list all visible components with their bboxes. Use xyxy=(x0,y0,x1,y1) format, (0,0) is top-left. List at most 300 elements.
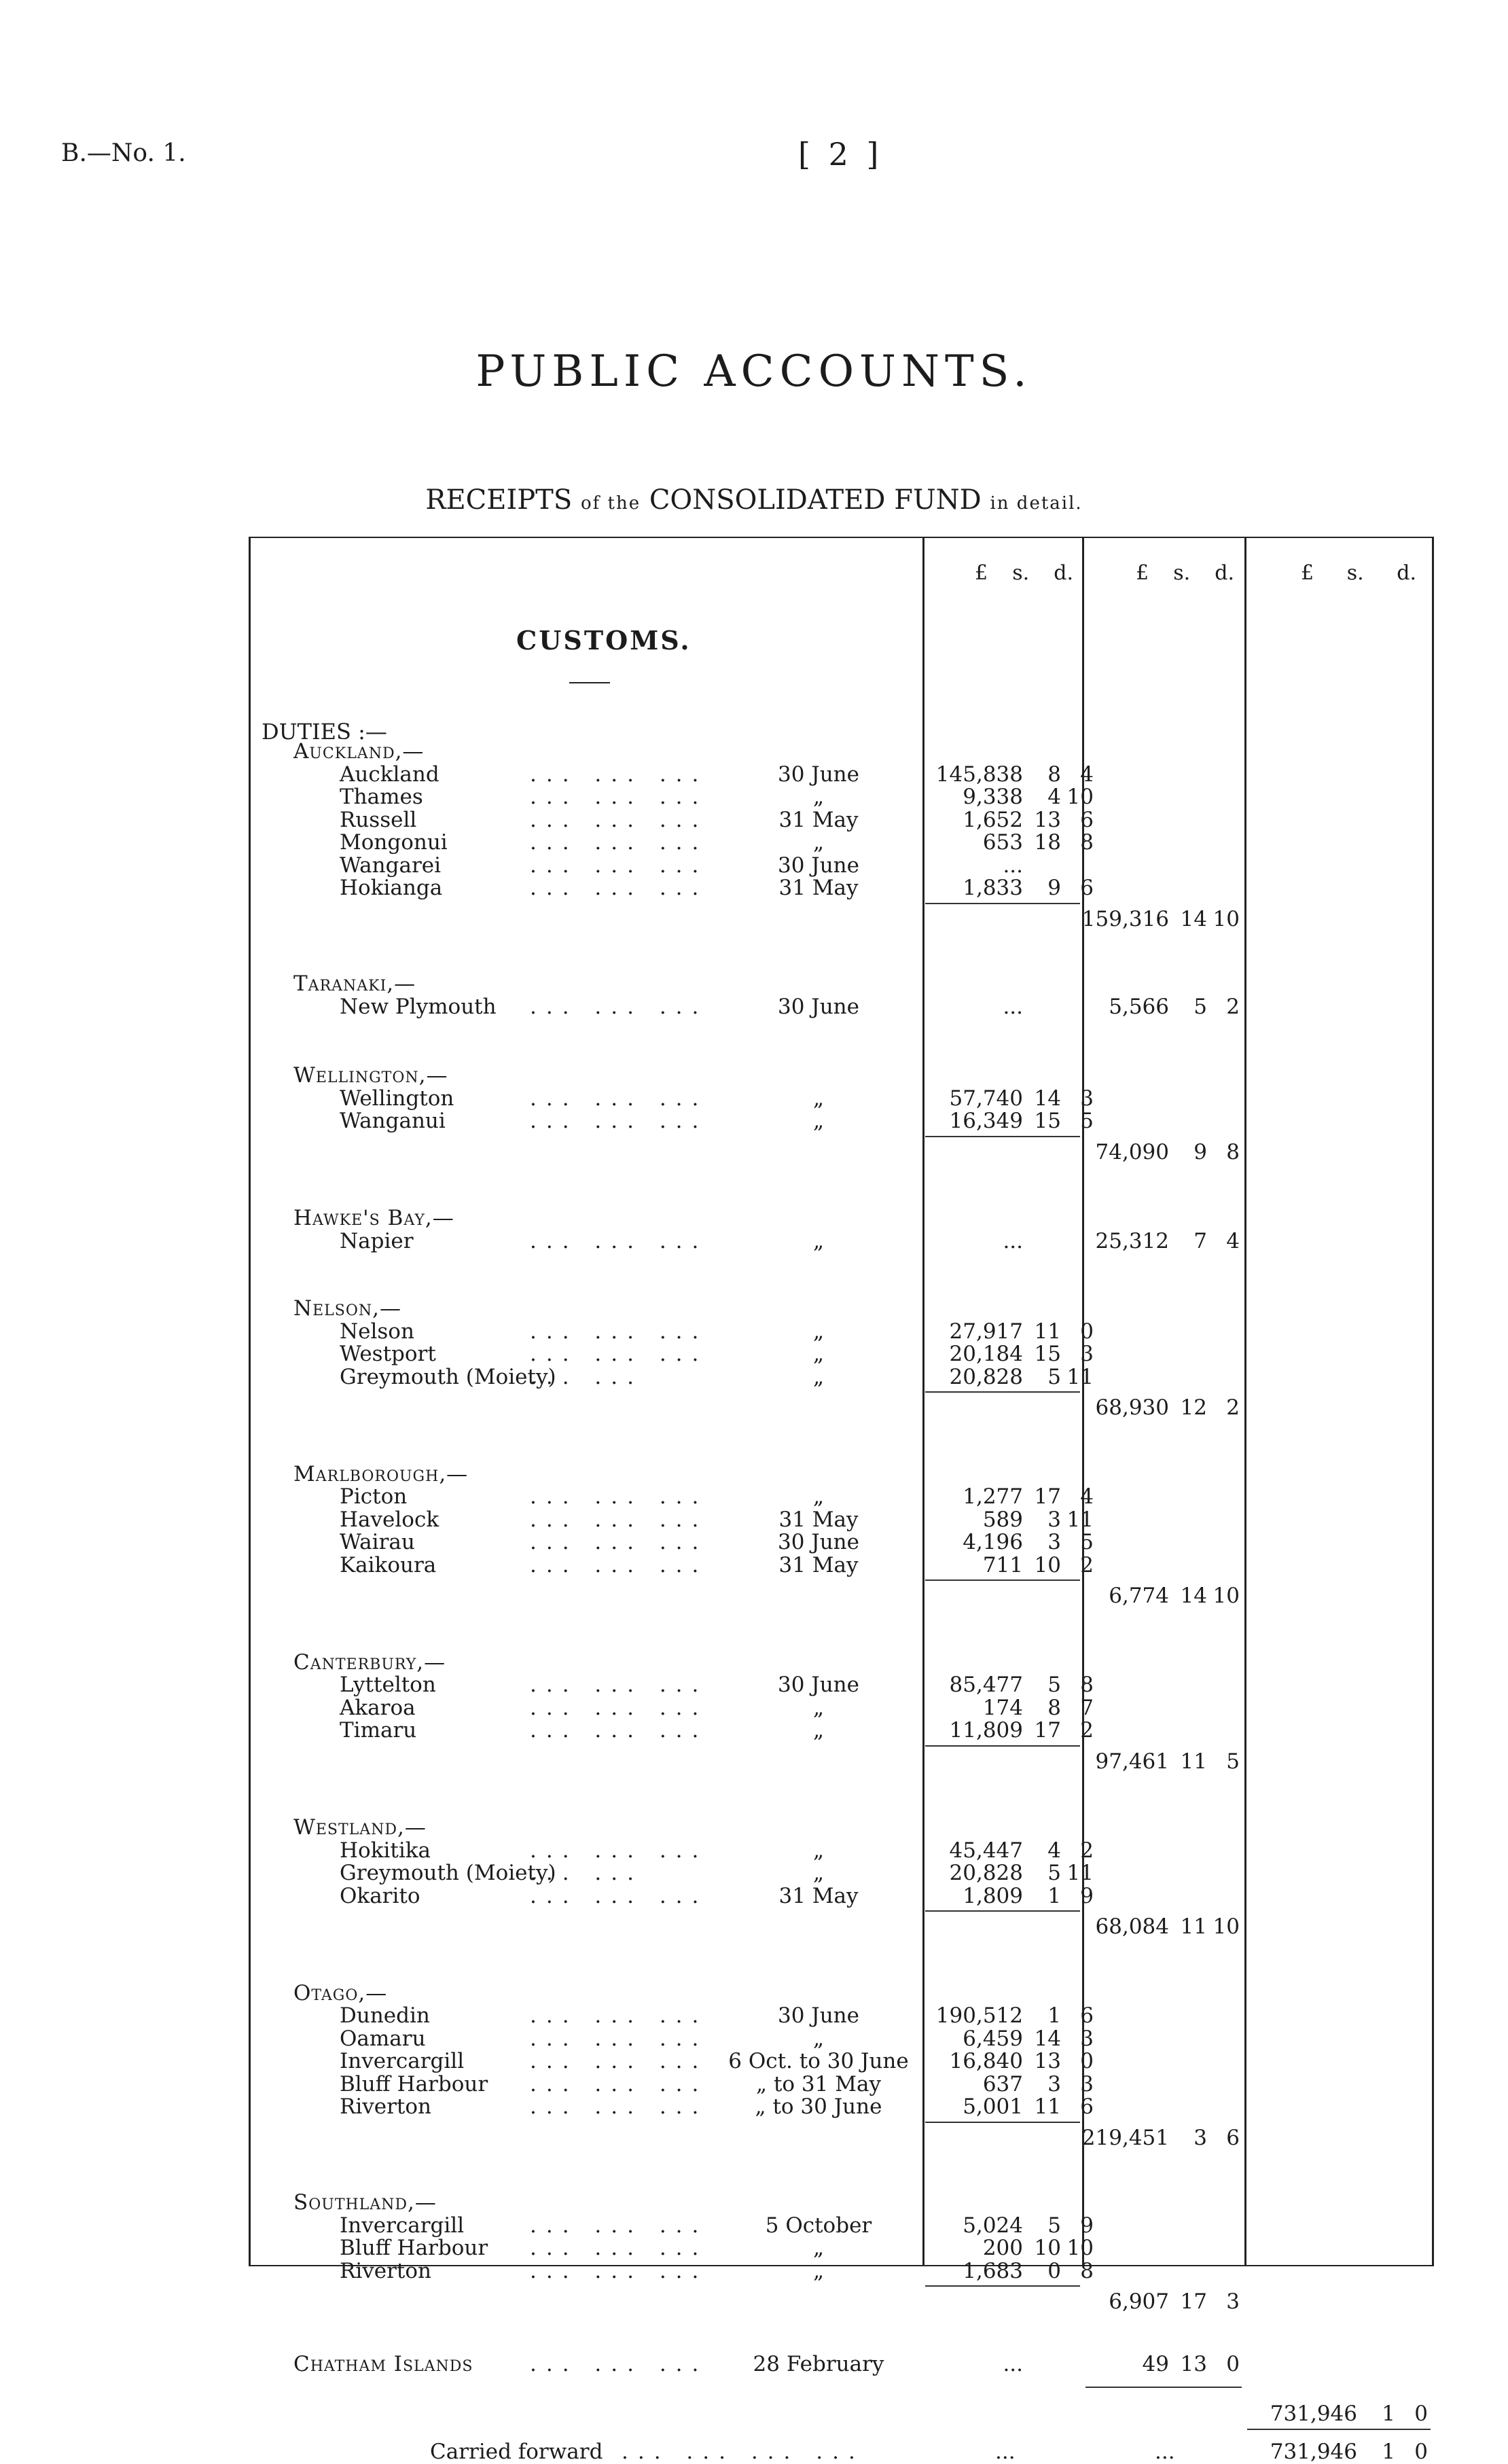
table-row xyxy=(0,1109,1508,1131)
port-amount xyxy=(963,1484,1094,1509)
leader-dots: ... ... ... xyxy=(530,1695,708,1720)
leader-dots: ... ... ... xyxy=(530,1109,708,1133)
amount-pounds: 6,907 xyxy=(1109,2289,1169,2314)
amount-shillings: 4 xyxy=(1047,785,1061,809)
region-name: Chatham Islands xyxy=(293,2351,473,2376)
leader-dots: ... ... ... xyxy=(530,1552,708,1577)
port-name: Greymouth (Moiety) xyxy=(340,1364,556,1389)
amount-shillings: 17 xyxy=(1034,1484,1061,1509)
leader-dots: ... ... ... xyxy=(530,2071,708,2096)
amount-shillings: 11 xyxy=(1034,1319,1061,1344)
period-end-date: 31 May xyxy=(778,1507,859,1532)
subtitle-part-2: of the xyxy=(580,493,641,514)
grand-total-rule xyxy=(1085,2387,1242,2388)
subtotal-rule xyxy=(925,1391,1080,1393)
amount-shillings: 5 xyxy=(1047,2213,1061,2238)
amount-pence: 3 xyxy=(1080,2071,1094,2096)
port-name: Riverton xyxy=(340,2094,432,2119)
table-row xyxy=(0,2003,1508,2026)
port-name: Greymouth (Moiety) xyxy=(340,1861,556,1885)
amount-pounds: ... xyxy=(1003,994,1023,1019)
carried-col1: ... xyxy=(995,2439,1016,2464)
table-row xyxy=(0,1484,1508,1507)
region-heading xyxy=(0,1815,1508,1838)
amount-shillings: 17 xyxy=(1034,1718,1061,1743)
port-amount xyxy=(950,1718,1094,1743)
period-end-date: „ xyxy=(812,1838,825,1863)
amount-pence: 8 xyxy=(1080,1673,1094,1697)
region-heading xyxy=(0,1063,1508,1086)
port-amount xyxy=(950,1673,1094,1697)
leader-dots: ... ... ... xyxy=(530,1507,708,1532)
amount-pence: 9 xyxy=(1080,1883,1094,1908)
amount-pence: 6 xyxy=(1080,876,1094,900)
port-amount xyxy=(983,2236,1094,2260)
amount-shillings: 3 xyxy=(1047,1530,1061,1554)
document-reference: B.—No. 1. xyxy=(61,139,186,167)
period-end-date: „ xyxy=(812,1228,825,1253)
column-3-currency-header xyxy=(1301,561,1416,585)
amount-pence: 5 xyxy=(1080,1530,1094,1554)
section-heading: CUSTOMS. xyxy=(516,625,692,656)
port-name: Akaroa xyxy=(340,1695,416,1720)
port-name: Hokianga xyxy=(340,876,443,900)
province-total xyxy=(1096,1749,1240,1774)
port-name: Nelson xyxy=(340,1319,414,1344)
port-amount xyxy=(983,2072,1094,2096)
carried-rule xyxy=(1247,2429,1431,2430)
amount-pounds: 637 xyxy=(982,2071,1023,2096)
amount-pence: 11 xyxy=(1066,1364,1094,1389)
port-amount xyxy=(963,1530,1094,1554)
port-name: Bluff Harbour xyxy=(340,2236,488,2260)
leader-dots: ... ... ... xyxy=(530,2003,708,2028)
province-subtotal-row xyxy=(0,1140,1508,1162)
leader-dots: ... ... ... xyxy=(530,1530,708,1554)
pence-label: d. xyxy=(1215,561,1234,585)
amount-pence: 6 xyxy=(1226,2125,1240,2150)
region-name: Auckland,— xyxy=(293,739,425,764)
table-row xyxy=(0,1553,1508,1575)
period-end-date: „ xyxy=(812,1319,825,1344)
port-name: Havelock xyxy=(340,1507,439,1532)
amount-pounds: 174 xyxy=(982,1695,1023,1720)
period-end-date: 30 June xyxy=(777,994,859,1019)
province-subtotal-row xyxy=(0,907,1508,929)
period-end-date: „ xyxy=(812,785,825,809)
amount-pence: 0 xyxy=(1226,2351,1240,2376)
amount-pounds: 653 xyxy=(982,830,1023,855)
amount-pounds: 16,840 xyxy=(949,2049,1023,2073)
port-name: Timaru xyxy=(340,1718,417,1743)
province-subtotal-row xyxy=(0,1395,1508,1418)
period-end-date: „ xyxy=(812,1718,825,1743)
amount-pounds: 68,930 xyxy=(1095,1395,1169,1420)
region-heading xyxy=(0,739,1508,762)
port-name: Dunedin xyxy=(340,2003,430,2028)
amount-pounds: 731,946 xyxy=(1270,2401,1357,2426)
amount-shillings: 7 xyxy=(1193,1228,1207,1253)
leader-dots: ... ... ... xyxy=(530,2351,708,2376)
amount-shillings: 11 xyxy=(1180,1914,1207,1939)
pound-label: £ xyxy=(975,561,988,585)
leader-dots: ... ... ... xyxy=(530,1086,708,1111)
period-end-date: 30 June xyxy=(777,2003,859,2028)
region-heading xyxy=(0,1462,1508,1484)
period-end-date: 31 May xyxy=(778,1883,859,1908)
amount-pounds: 1,833 xyxy=(963,876,1023,900)
period-end-date: 31 May xyxy=(778,807,859,832)
amount-shillings xyxy=(1023,995,1061,1019)
port-amount xyxy=(963,2213,1094,2238)
region-heading xyxy=(0,1981,1508,2003)
amount-pounds: 190,512 xyxy=(935,2003,1023,2028)
amount-pounds: 145,838 xyxy=(935,762,1023,787)
period-end-date: „ xyxy=(812,2258,825,2283)
amount-pence xyxy=(1061,1229,1094,1253)
amount-pounds: ... xyxy=(1003,853,1023,878)
table-row xyxy=(0,762,1508,785)
amount-shillings: 10 xyxy=(1034,1552,1061,1577)
table-row xyxy=(0,995,1508,1017)
amount-pence: 8 xyxy=(1080,830,1094,855)
shilling-label: s. xyxy=(1173,561,1191,585)
leader-dots: ... ... ... xyxy=(530,994,708,1019)
table-row xyxy=(0,2259,1508,2281)
amount-shillings: 14 xyxy=(1034,1086,1061,1111)
amount-pence: 9 xyxy=(1080,2213,1094,2238)
period-end-date: 30 June xyxy=(777,853,859,878)
amount-shillings: 15 xyxy=(1034,1342,1061,1366)
table-row xyxy=(0,1696,1508,1718)
period-end-date: 31 May xyxy=(778,876,859,900)
amount-pence: 0 xyxy=(1414,2439,1428,2464)
amount-pounds: 20,828 xyxy=(949,1861,1023,1885)
amount-pounds: 20,828 xyxy=(949,1364,1023,1389)
region-name: Westland,— xyxy=(293,1815,427,1840)
subtotal-rule xyxy=(925,1579,1080,1581)
amount-shillings: 9 xyxy=(1193,1139,1207,1164)
leader-dots: ... ... ... xyxy=(530,853,708,878)
region-name: Wellington,— xyxy=(293,1063,448,1088)
table-row xyxy=(0,2049,1508,2071)
amount-pounds: 45,447 xyxy=(949,1838,1023,1863)
table-row xyxy=(0,2072,1508,2094)
period-end-date: „ xyxy=(812,1364,825,1389)
region-name: Otago,— xyxy=(293,1980,388,2005)
region-heading xyxy=(0,2190,1508,2213)
amount-pence: 10 xyxy=(1066,2236,1094,2260)
amount-pence: 6 xyxy=(1080,2003,1094,2028)
amount-shillings: 8 xyxy=(1047,762,1061,787)
region-heading xyxy=(0,971,1508,994)
amount-pounds: 1,652 xyxy=(963,807,1023,832)
table-row xyxy=(0,1884,1508,1906)
amount-shillings: 5 xyxy=(1047,1364,1061,1389)
amount-pounds: 589 xyxy=(982,1507,1023,1532)
carried-forward-total xyxy=(1270,2440,1428,2464)
subtotal-rule xyxy=(925,1136,1080,1137)
amount-pence: 2 xyxy=(1080,1552,1094,1577)
region-name: Nelson,— xyxy=(293,1296,402,1321)
amount-shillings: 13 xyxy=(1180,2351,1207,2376)
amount-pounds: 27,917 xyxy=(949,1319,1023,1344)
amount-shillings: 11 xyxy=(1180,1749,1207,1774)
amount-pounds: ... xyxy=(1003,1228,1023,1253)
region-name: Taranaki,— xyxy=(293,971,416,996)
leader-dots: ... ... ... xyxy=(530,876,708,900)
amount-pounds: 85,477 xyxy=(949,1673,1023,1697)
shilling-label: s. xyxy=(1012,561,1030,585)
amount-pence: 3 xyxy=(1226,2289,1240,2314)
period-end-date: „ xyxy=(812,1086,825,1111)
table-row-chatham xyxy=(0,2352,1508,2374)
amount-pence: 10 xyxy=(1213,906,1240,931)
amount-pence: 2 xyxy=(1080,1838,1094,1863)
period-end-date: 28 February xyxy=(753,2351,884,2376)
amount-shillings: 18 xyxy=(1034,830,1061,855)
port-amount xyxy=(936,2003,1094,2028)
subtotal-rule xyxy=(925,1745,1080,1747)
region-heading xyxy=(0,1206,1508,1228)
amount-pounds: 1,809 xyxy=(963,1883,1023,1908)
amount-shillings xyxy=(1023,2352,1061,2376)
port-amount xyxy=(963,808,1094,832)
region-heading xyxy=(0,1650,1508,1673)
table-row xyxy=(0,830,1508,853)
port-amount xyxy=(950,1086,1094,1111)
table-subtitle xyxy=(0,484,1508,516)
amount-pounds: 731,946 xyxy=(1270,2439,1357,2464)
province-amount xyxy=(1109,995,1240,1019)
amount-shillings: 3 xyxy=(1193,2125,1207,2150)
port-name: Okarito xyxy=(340,1883,420,1908)
amount-shillings: 9 xyxy=(1047,876,1061,900)
port-amount xyxy=(963,2259,1094,2283)
period-end-date: „ xyxy=(812,2236,825,2260)
table-row xyxy=(0,2236,1508,2258)
period-end-date: 6 Oct. to 30 June xyxy=(728,2049,909,2073)
province-total xyxy=(1096,1914,1240,1939)
leader-dots: ... ... ... xyxy=(530,2026,708,2051)
amount-pounds: 6,459 xyxy=(963,2026,1023,2051)
port-name: Auckland xyxy=(340,762,439,787)
province-subtotal-row xyxy=(0,2289,1508,2312)
amount-pence: 4 xyxy=(1226,1228,1240,1253)
amount-pounds: 97,461 xyxy=(1095,1749,1169,1774)
port-amount xyxy=(1003,1229,1094,1253)
amount-pounds: 49 xyxy=(1142,2351,1169,2376)
amount-pounds: 74,090 xyxy=(1095,1139,1169,1164)
port-amount xyxy=(1003,995,1094,1019)
port-amount xyxy=(963,1884,1094,1908)
port-name: Napier xyxy=(340,1228,414,1253)
period-end-date: „ xyxy=(812,830,825,855)
port-name: Mongonui xyxy=(340,830,448,855)
period-end-date: „ to 30 June xyxy=(755,2094,882,2119)
amount-pence: 4 xyxy=(1080,1484,1094,1509)
leader-dots: ... ... ... ... xyxy=(622,2439,865,2464)
carried-forward-label: Carried forward xyxy=(430,2439,603,2464)
leader-dots: ... ... xyxy=(530,1861,643,1885)
table-row xyxy=(0,808,1508,830)
amount-pence: 3 xyxy=(1080,1342,1094,1366)
period-end-date: 31 May xyxy=(778,1552,859,1577)
amount-shillings: 1 xyxy=(1047,2003,1061,2028)
shilling-label: s. xyxy=(1346,561,1364,585)
amount-pence: 11 xyxy=(1066,1507,1094,1532)
port-name: Wairau xyxy=(340,1530,415,1554)
subtotal-rule xyxy=(925,1910,1080,1912)
table-row xyxy=(0,1086,1508,1109)
amount-shillings: 14 xyxy=(1180,906,1207,931)
amount-pence: 3 xyxy=(1080,1086,1094,1111)
page-title: PUBLIC ACCOUNTS. xyxy=(475,346,1033,397)
period-end-date: „ xyxy=(812,1484,825,1509)
leader-dots: ... ... ... xyxy=(530,1319,708,1344)
table-row xyxy=(0,1861,1508,1883)
amount-pence xyxy=(1061,853,1094,878)
amount-shillings: 0 xyxy=(1047,2258,1061,2283)
province-subtotal-row xyxy=(0,1584,1508,1606)
amount-pence: 2 xyxy=(1226,1395,1240,1420)
amount-shillings: 3 xyxy=(1047,2071,1061,2096)
province-subtotal-row xyxy=(0,1749,1508,1772)
amount-pounds: 1,683 xyxy=(963,2258,1023,2283)
amount-pounds: 16,349 xyxy=(949,1109,1023,1133)
pound-label: £ xyxy=(1136,561,1149,585)
period-end-date: „ to 31 May xyxy=(756,2071,881,2096)
amount-shillings: 10 xyxy=(1034,2236,1061,2260)
amount-pounds: 68,084 xyxy=(1095,1914,1169,1939)
amount-pence: 10 xyxy=(1213,1914,1240,1939)
amount-shillings: 15 xyxy=(1034,1109,1061,1133)
leader-dots: ... ... ... xyxy=(530,2258,708,2283)
amount-pence: 6 xyxy=(1080,807,1094,832)
amount-shillings: 4 xyxy=(1047,1838,1061,1863)
port-name: Wanganui xyxy=(340,1109,446,1133)
amount-pence: 4 xyxy=(1080,762,1094,787)
province-total xyxy=(1096,1140,1240,1164)
subtitle-part-1: RECEIPTS xyxy=(425,484,573,516)
port-amount xyxy=(1003,2352,1094,2376)
port-name: Bluff Harbour xyxy=(340,2071,488,2096)
period-end-date: „ xyxy=(812,1109,825,1133)
port-amount xyxy=(950,1342,1094,1366)
amount-pence: 0 xyxy=(1080,2049,1094,2073)
amount-pence: 8 xyxy=(1080,2258,1094,2283)
table-row xyxy=(0,853,1508,876)
port-amount xyxy=(936,762,1094,787)
table-row xyxy=(0,1319,1508,1342)
amount-pounds: 159,316 xyxy=(1081,906,1169,931)
region-name: Hawke's Bay,— xyxy=(293,1206,454,1230)
amount-shillings: 12 xyxy=(1180,1395,1207,1420)
amount-pence: 8 xyxy=(1226,1139,1240,1164)
leader-dots: ... ... ... xyxy=(530,1883,708,1908)
table-row xyxy=(0,1229,1508,1251)
port-amount xyxy=(1003,853,1094,878)
port-name: Invercargill xyxy=(340,2049,465,2073)
amount-pounds: 4,196 xyxy=(963,1530,1023,1554)
port-name: Russell xyxy=(340,807,417,832)
amount-shillings: 1 xyxy=(1382,2401,1395,2426)
page-number: [ 2 ] xyxy=(798,136,883,173)
amount-pounds: 5,024 xyxy=(963,2213,1023,2238)
port-name: Picton xyxy=(340,1484,408,1509)
column-1-currency-header xyxy=(975,561,1073,585)
amount-pounds: 711 xyxy=(982,1552,1023,1577)
pence-label: d. xyxy=(1397,561,1416,585)
amount-pounds: ... xyxy=(1003,2351,1023,2376)
table-row xyxy=(0,1718,1508,1743)
amount-pounds: 6,774 xyxy=(1109,1584,1169,1608)
leader-dots: ... ... ... xyxy=(530,2049,708,2073)
amount-pence xyxy=(1061,2352,1094,2376)
table-row xyxy=(0,876,1508,898)
port-name: New Plymouth xyxy=(340,994,497,1019)
amount-pence: 0 xyxy=(1080,1319,1094,1344)
port-amount xyxy=(963,876,1094,900)
port-amount xyxy=(983,830,1094,855)
port-amount xyxy=(983,1696,1094,1720)
port-name: Westport xyxy=(340,1342,436,1366)
amount-pounds: 20,184 xyxy=(949,1342,1023,1366)
amount-pence: 7 xyxy=(1080,1695,1094,1720)
port-name: Wangarei xyxy=(340,853,442,878)
subtitle-part-3: CONSOLIDATED FUND xyxy=(649,484,982,516)
port-amount xyxy=(950,2049,1094,2073)
province-total xyxy=(1109,1584,1240,1608)
amount-shillings: 3 xyxy=(1047,1507,1061,1532)
province-total xyxy=(1082,907,1240,931)
amount-shillings: 14 xyxy=(1180,1584,1207,1608)
port-name: Thames xyxy=(340,785,423,809)
amount-pounds: 1,277 xyxy=(963,1484,1023,1509)
province-amount xyxy=(1096,1229,1240,1253)
period-end-date: 30 June xyxy=(777,762,859,787)
amount-shillings: 13 xyxy=(1034,807,1061,832)
amount-shillings: 11 xyxy=(1034,2094,1061,2119)
port-amount xyxy=(950,1838,1094,1863)
port-amount xyxy=(950,1365,1094,1389)
period-end-date: „ xyxy=(812,1695,825,1720)
heading-dash xyxy=(569,682,610,683)
pound-label: £ xyxy=(1301,561,1314,585)
port-name: Invercargill xyxy=(340,2213,465,2238)
leader-dots: ... ... ... xyxy=(530,1673,708,1697)
amount-pounds: 57,740 xyxy=(949,1086,1023,1111)
table-row xyxy=(0,1365,1508,1387)
table-row xyxy=(0,1342,1508,1364)
amount-pounds: 25,312 xyxy=(1095,1228,1169,1253)
port-amount xyxy=(950,1319,1094,1344)
table-row xyxy=(0,1530,1508,1552)
amount-pence: 0 xyxy=(1414,2401,1428,2426)
period-end-date: „ xyxy=(812,1342,825,1366)
carried-forward-row xyxy=(0,2440,1508,2462)
duties-label: DUTIES :— xyxy=(262,719,387,745)
province-subtotal-row xyxy=(0,1914,1508,1937)
leader-dots: ... ... ... xyxy=(530,2094,708,2119)
province-subtotal-row xyxy=(0,2126,1508,2148)
amount-pounds: 200 xyxy=(982,2236,1023,2260)
leader-dots: ... ... ... xyxy=(530,1342,708,1366)
carried-col2: ... xyxy=(1155,2439,1175,2464)
leader-dots: ... ... ... xyxy=(530,2236,708,2260)
amount-pence: 5 xyxy=(1080,1109,1094,1133)
subtotal-rule xyxy=(925,903,1080,904)
